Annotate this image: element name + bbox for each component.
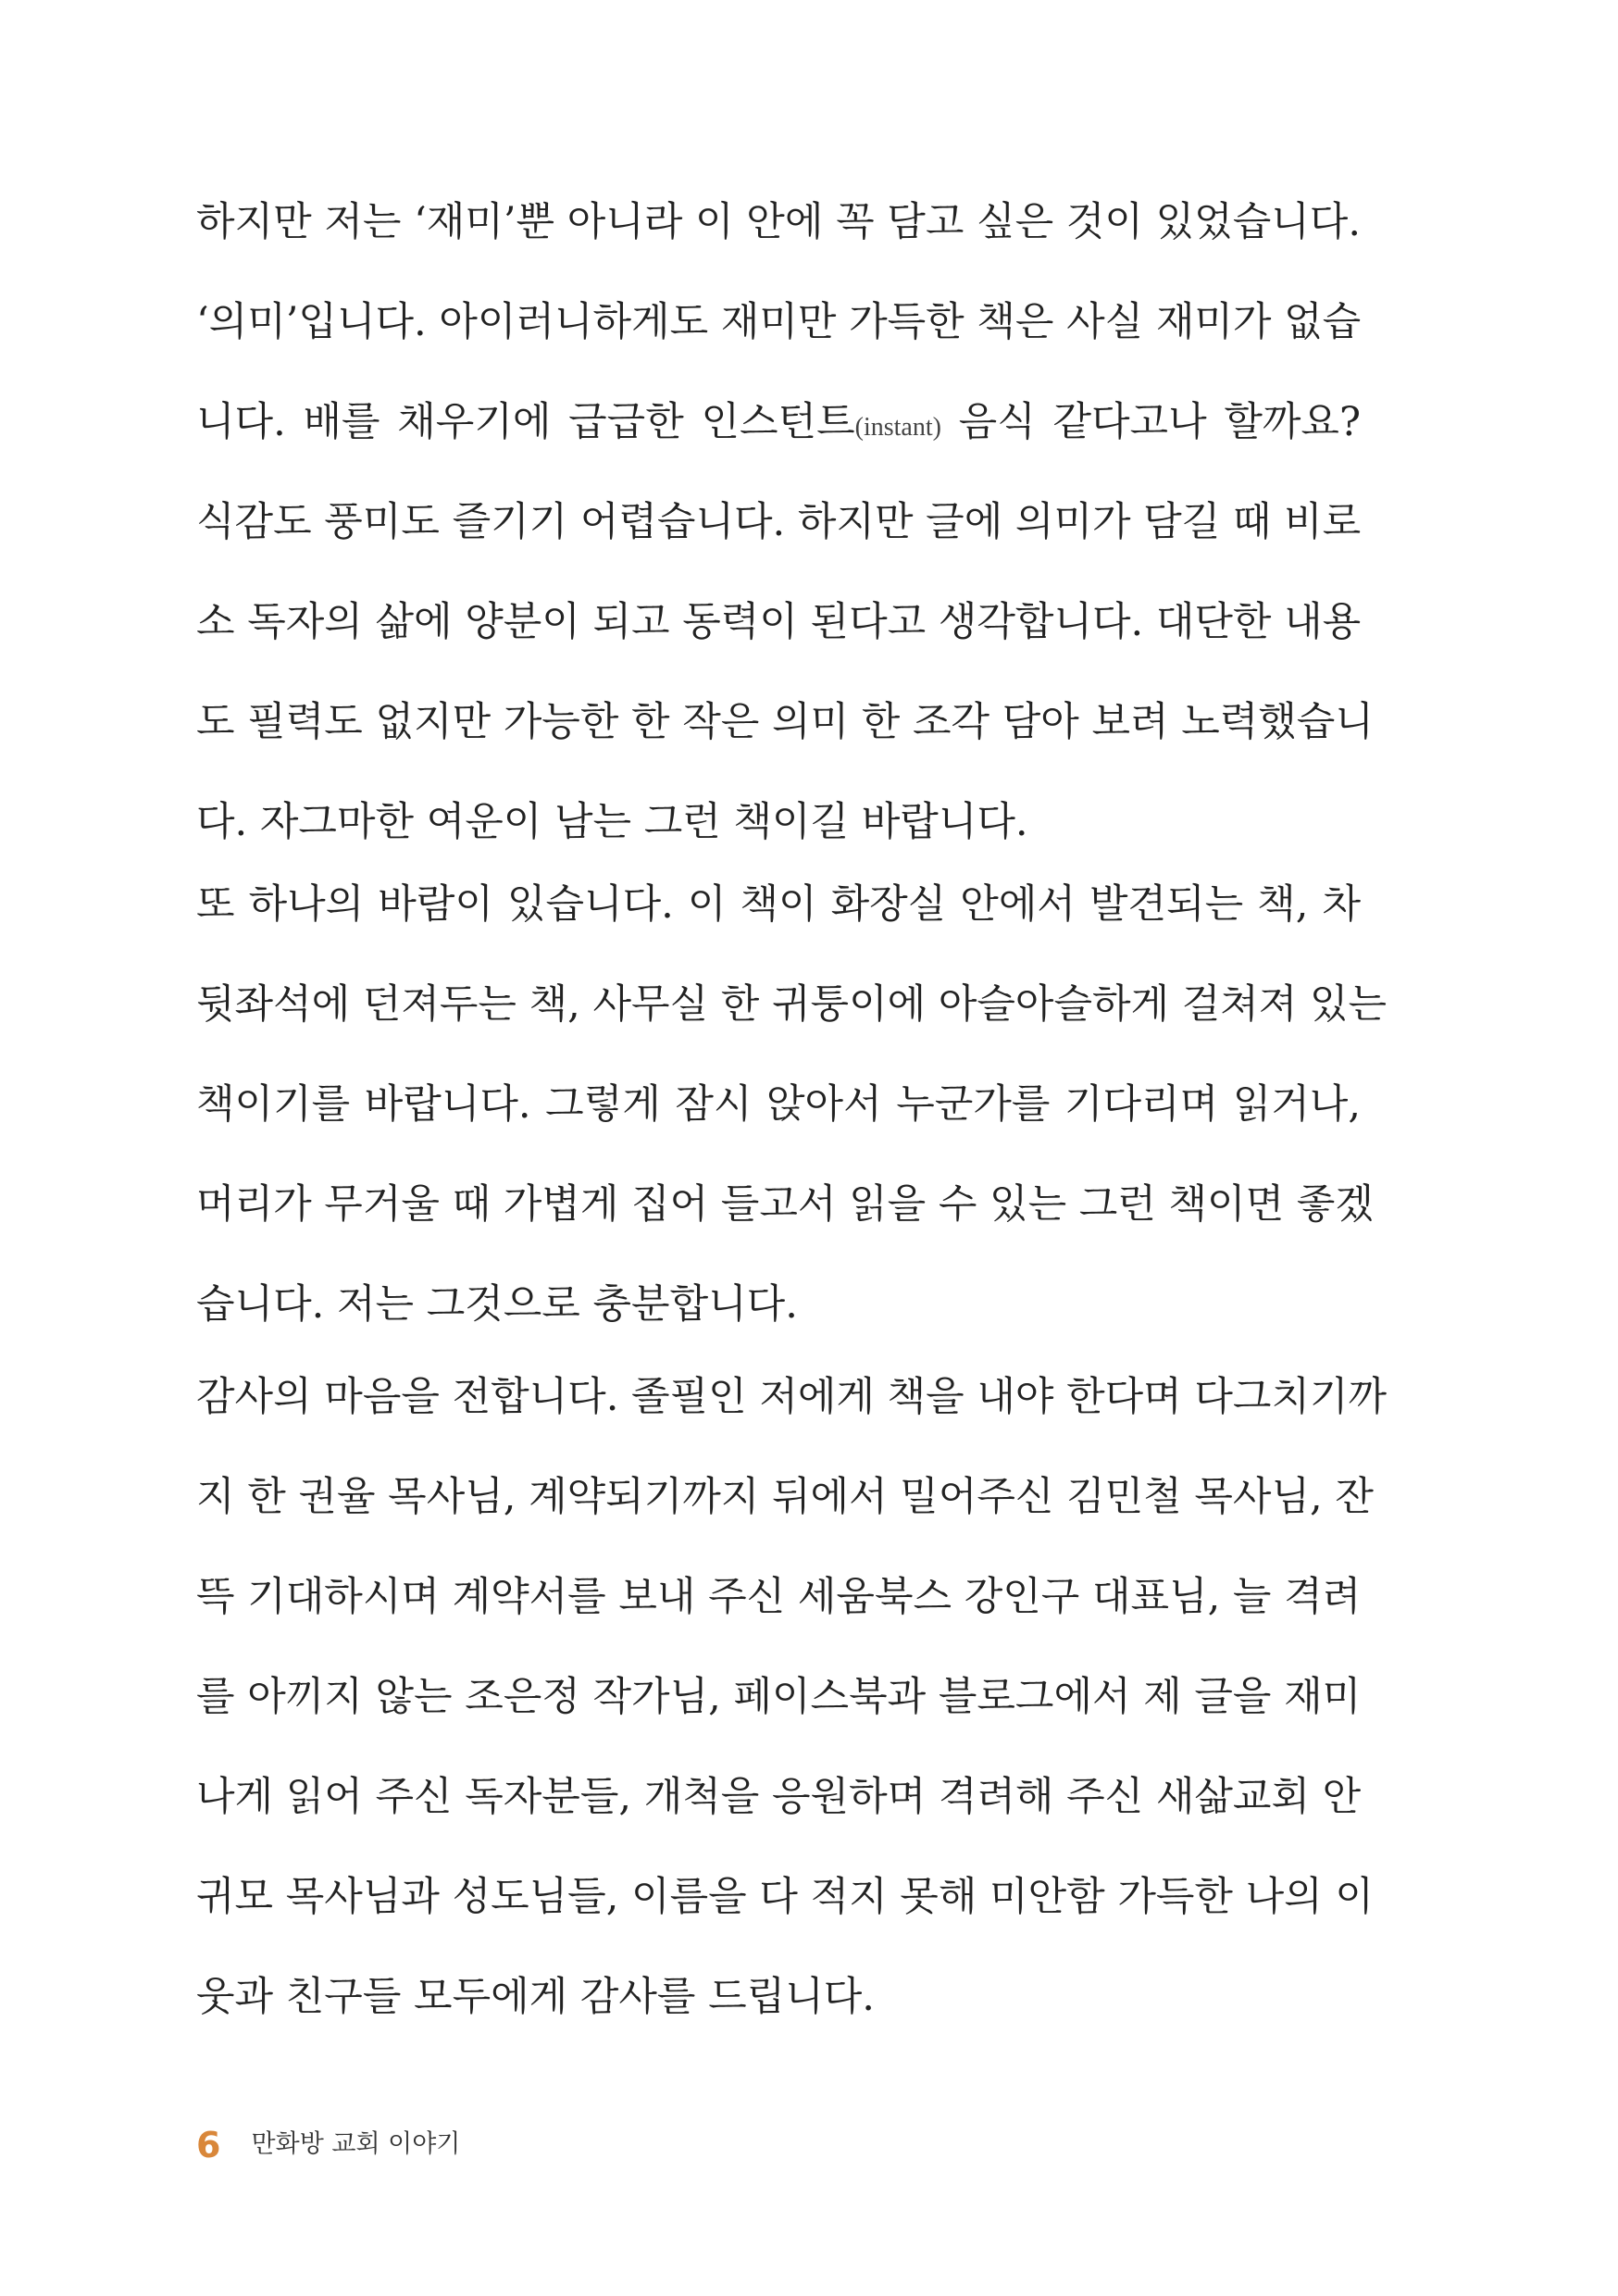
text-line: 뜩 기대하시며 계약서를 보내 주신 세움북스 강인구 대표님, 늘 격려 bbox=[196, 1574, 1362, 1620]
paragraph-wish bbox=[196, 855, 1388, 1354]
paragraph-intent bbox=[196, 172, 1374, 872]
text-line: 도 필력도 없지만 가능한 한 작은 의미 한 조각 담아 보려 노력했습니 bbox=[196, 699, 1374, 745]
text-line: 를 아끼지 않는 조은정 작가님, 페이스북과 블로그에서 제 글을 재미 bbox=[196, 1674, 1362, 1720]
text-line: 하지만 저는 ‘재미’뿐 아니라 이 안에 꼭 담고 싶은 것이 있었습니다. bbox=[196, 199, 1361, 245]
text-line: 웃과 친구들 모두에게 감사를 드립니다. bbox=[196, 1974, 875, 2020]
text-line: 책이기를 바랍니다. 그렇게 잠시 앉아서 누군가를 기다리며 읽거나, bbox=[196, 1081, 1361, 1128]
text-line: 지 한 권율 목사님, 계약되기까지 뒤에서 밀어주신 김민철 목사님, 잔 bbox=[196, 1474, 1374, 1520]
text-line: 감사의 마음을 전합니다. 졸필인 저에게 책을 내야 한다며 다그치기까 bbox=[196, 1374, 1388, 1420]
text-line: 귀모 목사님과 성도님들, 이름을 다 적지 못해 미안함 가득한 나의 이 bbox=[196, 1874, 1374, 1920]
text-line: 다. 자그마한 여운이 남는 그런 책이길 바랍니다. bbox=[196, 799, 1028, 845]
text-line: ‘의미’입니다. 아이러니하게도 재미만 가득한 책은 사실 재미가 없습 bbox=[196, 299, 1362, 345]
text-line: 식감도 풍미도 즐기기 어렵습니다. 하지만 글에 의미가 담길 때 비로 bbox=[196, 499, 1362, 545]
page-footer bbox=[196, 2126, 460, 2163]
text-segment: 니다. 배를 채우기에 급급한 인스턴트 bbox=[196, 399, 855, 445]
text-line: 소 독자의 삶에 양분이 되고 동력이 된다고 생각합니다. 대단한 내용 bbox=[196, 599, 1362, 645]
running-title: 만화방 교회 이야기 bbox=[251, 2129, 461, 2159]
text-line: 또 하나의 바람이 있습니다. 이 책이 화장실 안에서 발견되는 책, 차 bbox=[196, 881, 1361, 928]
text-line: 습니다. 저는 그것으로 충분합니다. bbox=[196, 1281, 798, 1328]
text-line: 뒷좌석에 던져두는 책, 사무실 한 귀퉁이에 아슬아슬하게 걸쳐져 있는 bbox=[196, 981, 1388, 1028]
text-segment: 음식 같다고나 할까요? bbox=[940, 399, 1361, 445]
page-number: 6 bbox=[196, 2124, 221, 2165]
paragraph-thanks bbox=[196, 1347, 1388, 2047]
text-line: 머리가 무거울 때 가볍게 집어 들고서 읽을 수 있는 그런 책이면 좋겠 bbox=[196, 1181, 1374, 1228]
text-line bbox=[196, 372, 1361, 472]
annotation-text: (instant) bbox=[854, 413, 941, 442]
text-line: 나게 읽어 주신 독자분들, 개척을 응원하며 격려해 주신 새삶교회 안 bbox=[196, 1774, 1362, 1820]
